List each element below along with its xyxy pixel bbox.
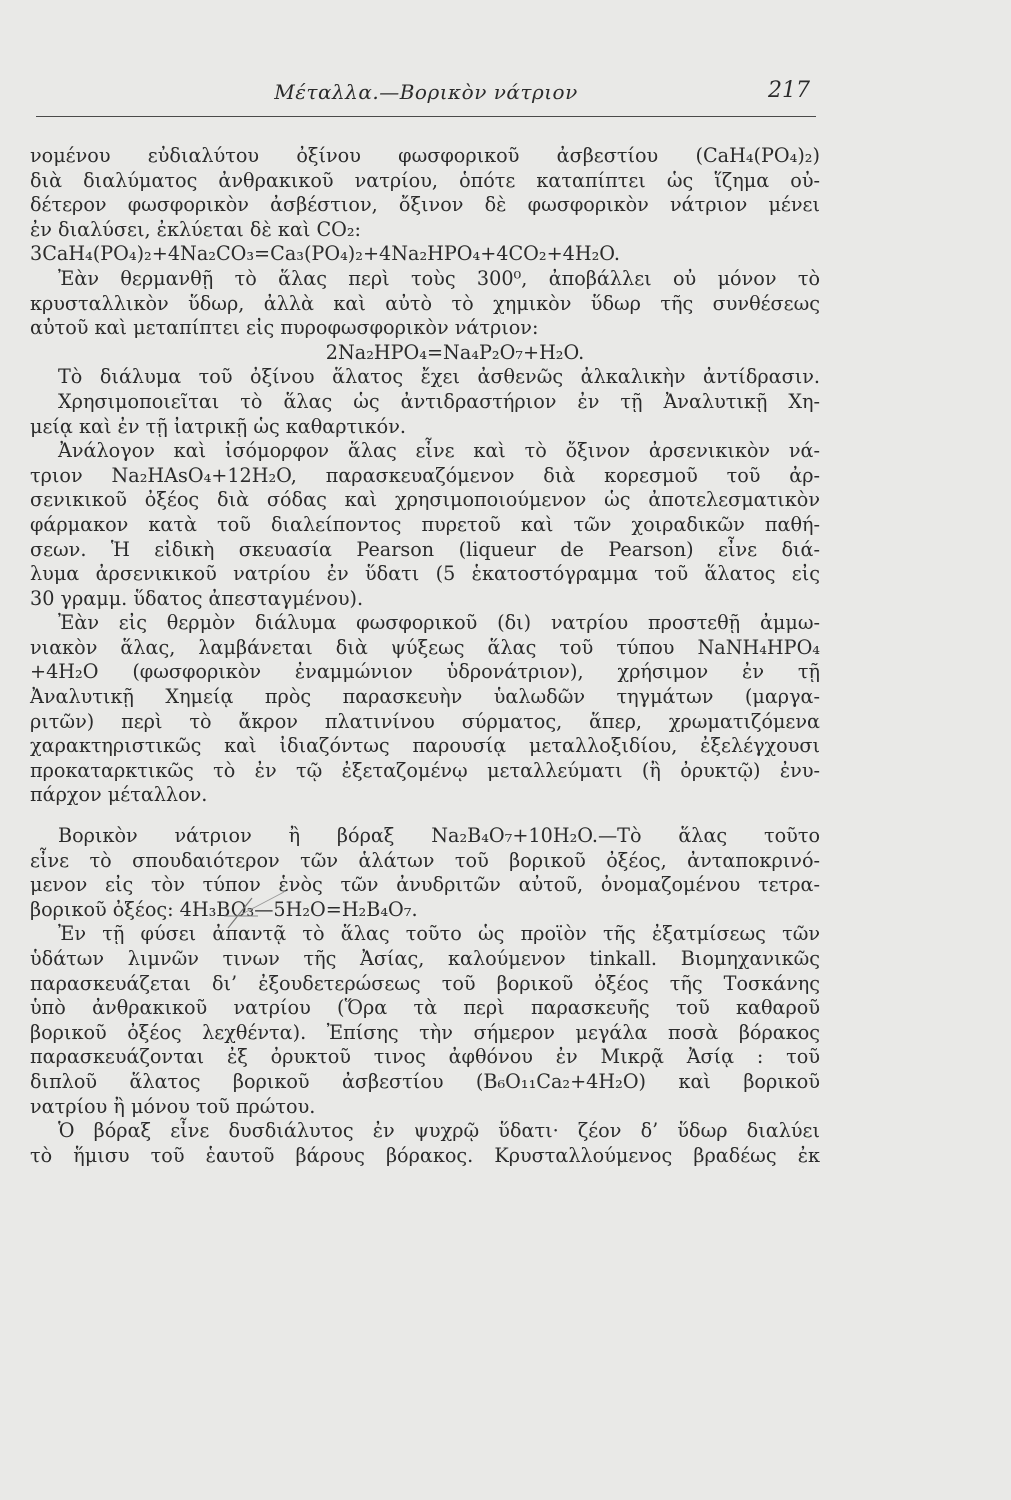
text-line: νατρίου ἢ μόνου τοῦ πρώτου. bbox=[30, 1094, 316, 1118]
running-head: Μέταλλα.—Βορικὸν νάτριον bbox=[274, 80, 578, 104]
text-line: αὐτοῦ καὶ μεταπίπτει εἰς πυροφωσφορικὸν νάτριον: bbox=[30, 316, 539, 340]
text-line: παρασκευάζεται δι’ ἐξουδετερώσεως τοῦ βορικοῦ ὀξέος τῆς Τοσκάνης bbox=[30, 971, 820, 995]
text-line: νιακὸν ἅλας, λαμβάνεται διὰ ψύξεως ἅλας τοῦ τύπου NaNH₄HPO₄ bbox=[30, 635, 820, 659]
text-line: προκαταρκτικῶς τὸ ἐν τῷ ἐξεταζομένῳ μεταλλεύματι (ἢ ὀρυκτῷ) ἐνυ- bbox=[30, 758, 820, 782]
text-line: διὰ διαλύματος ἀνθρακικοῦ νατρίου, ὁπότε καταπίπτει ὡς ἵζημα οὐ- bbox=[30, 168, 820, 192]
page-header bbox=[36, 72, 816, 117]
text-line: βορικοῦ ὀξέος: 4H₃BO₃—5H₂O=H₂B₄O₇. bbox=[30, 897, 418, 921]
text-line: ἐν διαλύσει, ἐκλύεται δὲ καὶ CO₂: bbox=[30, 217, 362, 241]
text-line: ὑδάτων λιμνῶν τινων τῆς Ἀσίας, καλούμενον tinkall. Βιομηχανικῶς bbox=[30, 947, 820, 970]
text-line: πάρχον μέταλλον. bbox=[30, 783, 208, 807]
text-line: τὸ ἥμισυ τοῦ ἑαυτοῦ βάρους βόρακος. Κρυσταλλούμενος βραδέως ἐκ bbox=[30, 1143, 820, 1167]
text-line: δέτερον φωσφορικὸν ἀσβέστιον, ὄξινον δὲ φωσφορικὸν νάτριον μένει bbox=[30, 193, 820, 217]
text-line: Ἐὰν θερμανθῇ τὸ ἅλας περὶ τοὺς 300⁰, ἀποβάλλει οὐ μόνον τὸ bbox=[58, 266, 820, 290]
page-number: 217 bbox=[768, 78, 810, 103]
text-line: τριον Na₂HAsO₄+12H₂O, παρασκευαζόμενον διὰ κορεσμοῦ τοῦ ἀρ- bbox=[30, 463, 820, 487]
section-heading-line: Βορικὸν νάτριον ἢ βόραξ Na₂B₄O₇+10H₂O.—Τὸ ἅλας τοῦτο bbox=[58, 824, 820, 848]
text-line: ὑπὸ ἀνθρακικοῦ νατρίου (Ὅρα τὰ περὶ παρασκευῆς τοῦ καθαροῦ bbox=[30, 996, 820, 1020]
text-line: νομένου εὐδιαλύτου ὀξίνου φωσφορικοῦ ἀσβεστίου (CaH₄(PO₄)₂) bbox=[30, 144, 820, 167]
text-line: σενικικοῦ ὀξέος διὰ σόδας καὶ χρησιμοποιούμενον ὡς ἀποτελεσματικὸν bbox=[30, 488, 820, 512]
text-line: διπλοῦ ἅλατος βορικοῦ ἀσβεστίου (B₆O₁₁Ca₂+4H₂O) καὶ βορικοῦ bbox=[30, 1069, 820, 1093]
paragraph-gap bbox=[30, 808, 820, 824]
text-line: 30 γραμμ. ὕδατος ἀπεσταγμένου). bbox=[30, 586, 364, 610]
text-line: Ἀναλυτικῇ Χημείᾳ πρὸς παρασκευὴν ὑαλωδῶν τηγμάτων (μαργα- bbox=[30, 685, 820, 709]
text-line: βορικοῦ ὀξέος λεχθέντα). Ἐπίσης τὴν σήμερον μεγάλα ποσὰ βόρακος bbox=[30, 1020, 820, 1044]
pencil-mark-icon bbox=[218, 886, 298, 936]
text-line: κρυσταλλικὸν ὕδωρ, ἀλλὰ καὶ αὐτὸ τὸ χημικὸν ὕδωρ τῆς συνθέσεως bbox=[30, 291, 820, 315]
text-line: λυμα ἀρσενικικοῦ νατρίου ἐν ὕδατι (5 ἑκατοστόγραμμα τοῦ ἅλατος εἰς bbox=[30, 562, 820, 586]
text-line: εἶνε τὸ σπουδαιότερον τῶν ἁλάτων τοῦ βορικοῦ ὀξέος, ἀνταποκρινό- bbox=[30, 848, 820, 872]
text-line: χαρακτηριστικῶς καὶ ἰδιαζόντως παρουσίᾳ μεταλλοξιδίου, ἐξελέγχουσι bbox=[30, 734, 820, 758]
text-line: μείᾳ καὶ ἐν τῇ ἰατρικῇ ὡς καθαρτικόν. bbox=[30, 414, 406, 438]
text-line: Τὸ διάλυμα τοῦ ὀξίνου ἅλατος ἔχει ἀσθενῶς ἀλκαλικὴν ἀντίδρασιν. bbox=[58, 365, 820, 389]
text-line: μενον εἰς τὸν τύπον ἑνὸς τῶν ἀνυδριτῶν αὐτοῦ, ὀνομαζομένου τετρα- bbox=[30, 873, 820, 897]
text-line: Ἀνάλογον καὶ ἰσόμορφον ἅλας εἶνε καὶ τὸ ὄξινον ἀρσενικικὸν νά- bbox=[58, 439, 820, 463]
text-line: φάρμακον κατὰ τοῦ διαλείποντος πυρετοῦ καὶ τῶν χοιραδικῶν παθή- bbox=[30, 512, 820, 536]
text-line: Ἐὰν εἰς θερμὸν διάλυμα φωσφορικοῦ (δι) νατρίου προστεθῇ ἀμμω- bbox=[58, 611, 820, 635]
text-line: ριτῶν) περὶ τὸ ἄκρον πλατινίνου σύρματος, ἅπερ, χρωματιζόμενα bbox=[30, 709, 820, 733]
body-text bbox=[30, 144, 820, 1168]
chemical-equation: 2Na₂HPO₄=Na₄P₂O₇+H₂O. bbox=[325, 340, 585, 364]
text-line: Ὁ βόραξ εἶνε δυσδιάλυτος ἐν ψυχρῷ ὕδατι· ζέον δ’ ὕδωρ διαλύει bbox=[58, 1119, 820, 1143]
text-line: σεων. Ἡ εἰδικὴ σκευασία Pearson (liqueur de Pearson) εἶνε διά- bbox=[30, 537, 820, 561]
text-line: παρασκευάζονται ἐξ ὀρυκτοῦ τινος ἀφθόνου ἐν Μικρᾷ Ἀσίᾳ : τοῦ bbox=[30, 1045, 820, 1069]
text-line: Χρησιμοποιεῖται τὸ ἅλας ὡς ἀντιδραστήριον ἐν τῇ Ἀναλυτικῇ Χη- bbox=[58, 389, 820, 413]
text-line: +4H₂O (φωσφορικὸν ἐναμμώνιον ὑδρονάτριον), χρήσιμον ἐν τῇ bbox=[30, 660, 820, 684]
text-line: Ἐν τῇ φύσει ἀπαντᾷ τὸ ἅλας τοῦτο ὡς προϊὸν τῆς ἐξατμίσεως τῶν bbox=[58, 922, 820, 946]
chemical-equation: 3CaH₄(PO₄)₂+4Na₂CO₃=Ca₃(PO₄)₂+4Na₂HPO₄+4CO₂+4H₂O. bbox=[30, 242, 621, 266]
